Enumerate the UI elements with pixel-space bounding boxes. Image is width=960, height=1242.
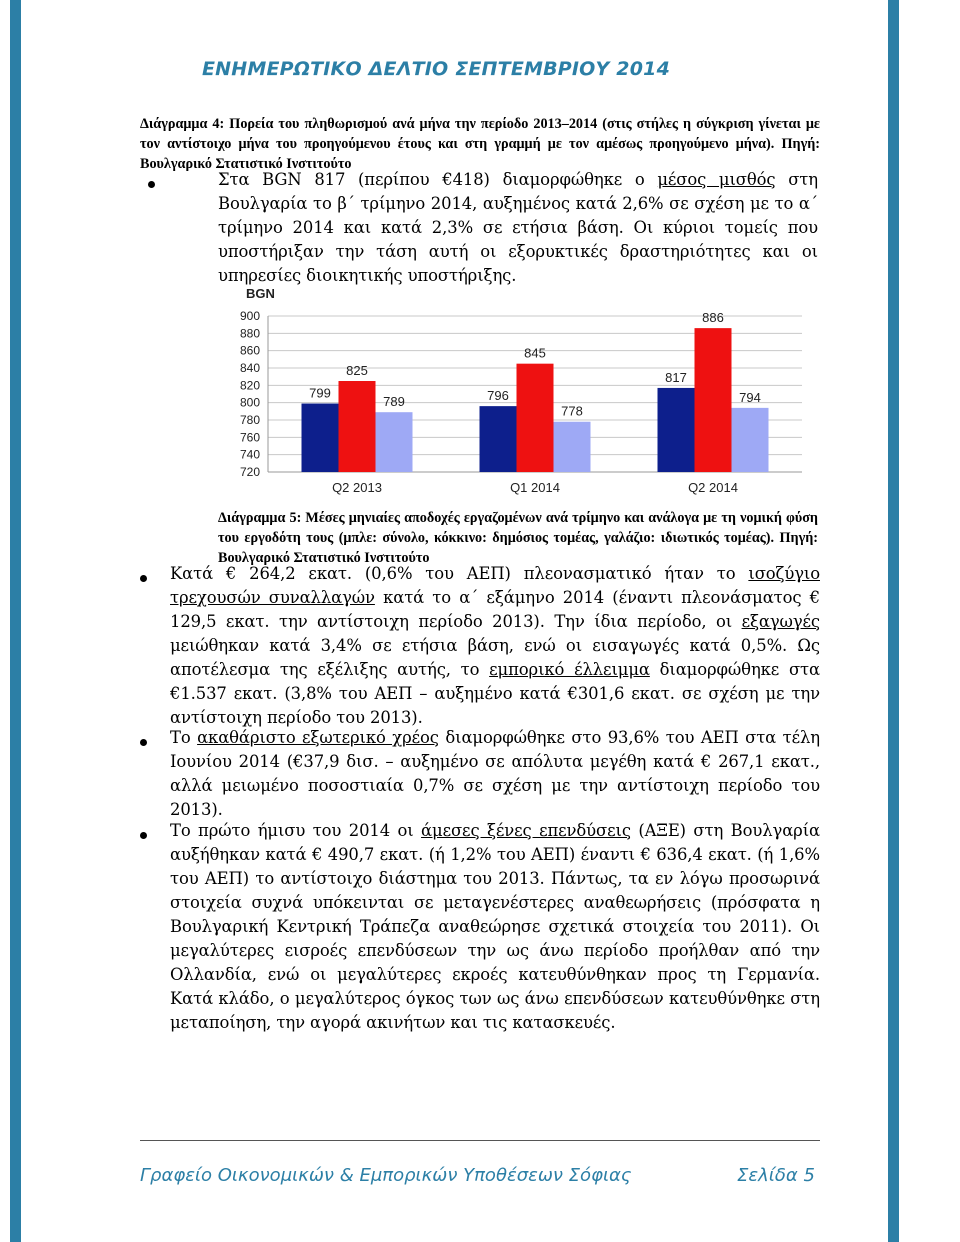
term-trade-deficit: εμπορικό έλλειμμα [489, 660, 650, 679]
text: Το [170, 728, 198, 747]
text: Το πρώτο ήμισυ του 2014 οι [170, 821, 422, 840]
text: κατά το α΄ εξάμηνο 2014 (έναντι πλεονάσματος € 129,5 εκατ. την αντίστοιχη περίοδο 2013). Την ίδια περίοδο, οι [170, 588, 820, 631]
text: στη Βουλγαρία το β΄ τρίμηνο 2014, αυξημένος κατά 2,6% σε σχέση με το α΄ τρίμηνο 2014 και κατά 2,3% σε ετήσια βάση. Οι κύριοι τομείς που υποστήριξαν την τάση αυτή οι εξορυκτικές δραστηριότητες και οι υπηρεσίες διοικητικής υποστήριξης. [218, 170, 818, 285]
term-current-account: ισοζύγιο τρεχουσών συναλλαγών [170, 564, 820, 607]
paragraph-current-account [170, 562, 820, 730]
y-tick-label: 780 [239, 413, 260, 427]
bar [480, 406, 517, 472]
bar-value-label: 789 [383, 394, 405, 410]
chart-unit-label: BGN [246, 286, 275, 301]
y-tick-label: 840 [239, 361, 260, 375]
text: Στα BGN 817 (περίπου €418) διαμορφώθηκε ο [218, 170, 658, 189]
paragraph-external-debt [170, 726, 820, 822]
bullet-1-dot [148, 181, 155, 188]
y-tick-label: 860 [239, 343, 260, 358]
footer-page-number: Σελίδα 5 [737, 1165, 815, 1186]
text: μειώθηκαν κατά 3,4% σε ετήσια βάση, ενώ οι εισαγωγές κατά 0,5%. Ως αποτέλεσμα της εξέλιξης αυτής, το [170, 636, 820, 679]
bar-value-label: 794 [739, 389, 761, 405]
y-tick-label: 900 [239, 309, 260, 323]
figure-5-caption: Διάγραμμα 5: Μέσες μηνιαίες αποδοχές εργαζομένων ανά τρίμηνο και ανάλογα με τη νομική φύση του εργοδότη τους (μπλε: σύνολο, κόκκινο: δημόσιος τομέας, γαλάζιο: ιδιωτικός τομέας). Πηγή: Βουλγαρικό Στατιστικό Ινστιτούτο [218, 510, 818, 566]
bullet-2-dot [140, 575, 147, 582]
bar-value-label: 799 [309, 385, 331, 401]
bar [554, 422, 591, 472]
bar [302, 404, 339, 472]
footer-office: Γραφείο Οικονομικών & Εμπορικών Υποθέσεων Σόφιας [140, 1165, 632, 1186]
y-tick-label: 800 [239, 395, 260, 410]
text: διαμορφώθηκε στα €1.537 εκατ. (3,8% του ΑΕΠ – αυξημένο κατά €301,6 εκατ. σε σχέση με την αντίστοιχη περίοδο του 2013). [170, 660, 820, 727]
bullet-3-dot [140, 739, 147, 746]
term-fdi: άμεσες ξένες επενδύσεις [421, 821, 631, 840]
bar-value-label: 886 [702, 310, 724, 326]
bar [517, 364, 554, 472]
bar [339, 381, 376, 472]
term-external-debt: ακαθάριστο εξωτερικό χρέος [197, 728, 439, 747]
x-category-label: Q2 2014 [688, 480, 738, 495]
y-tick-label: 880 [239, 326, 260, 341]
wages-bar-chart [222, 282, 822, 502]
bar-value-label: 845 [524, 345, 546, 361]
bar-value-label: 817 [665, 369, 687, 385]
y-tick-label: 740 [239, 447, 260, 462]
y-tick-label: 720 [239, 465, 260, 479]
bar-value-label: 778 [561, 403, 583, 419]
paragraph-fdi [170, 819, 820, 1035]
footer-divider [140, 1140, 820, 1141]
figure-4-caption: Διάγραμμα 4: Πορεία του πληθωρισμού ανά μήνα την περίοδο 2013–2014 (στις στήλες η σύγκριση γίνεται με τον αντίστοιχο μήνα του προηγούμενου έτους και στη γραμμή με τον αμέσως προηγούμενο μήνα). Πηγή: Βουλγαρικό Στατιστικό Ινστιτούτο [140, 116, 820, 172]
paragraph-average-wage [218, 168, 818, 288]
left-border-bar [10, 0, 21, 1242]
text: Κατά € 264,2 εκατ. (0,6% του ΑΕΠ) πλεονασματικό ήταν το [170, 564, 749, 583]
bar [376, 412, 413, 472]
term-exports: εξαγωγές [741, 612, 820, 631]
x-category-label: Q2 2013 [332, 480, 382, 495]
y-tick-label: 820 [239, 378, 260, 393]
bar [658, 388, 695, 472]
x-category-label: Q1 2014 [510, 480, 560, 495]
text: διαμορφώθηκε στο 93,6% του ΑΕΠ στα τέλη Ιουνίου 2014 (€37,9 δισ. – αυξημένο σε απόλυτα μεγέθη κατά € 267,1 εκατ., αλλά μειωμένο ποσοστιαία 0,7% σε σχέση με την αντίστοιχη περίοδο του 2013). [170, 728, 820, 819]
bullet-4-dot [140, 832, 147, 839]
text: (ΑΞΕ) στη Βουλγαρία αυξήθηκαν κατά € 490,7 εκατ. (ή 1,2% του ΑΕΠ) έναντι € 636,4 εκατ. (ή 1,6% του ΑΕΠ) το αντίστοιχο διάστημα του 2013. Πάντως, τα εν λόγω προσωρινά στοιχεία συχνά υπόκεινται σε μεταγενέστερες αναθεωρήσεις (πρόσφατα η Βουλγαρική Κεντρική Τράπεζα αναθεώρησε σχετικά στοιχεία του 2011). Οι μεγαλύτερες εισροές επενδύσεων την ως άνω περίοδο προήλθαν από την Ολλανδία, ενώ οι μεγαλύτερες εκροές κατευθύνθηκαν προς τη Γερμανία. Κατά κλάδο, ο μεγαλύτερος όγκος των ως άνω επενδύσεων κατευθύνθηκε στη μεταποίηση, την αγορά ακινήτων και τις κατασκευές. [170, 821, 821, 1032]
chart-svg [222, 282, 822, 502]
right-border-bar [888, 0, 899, 1242]
page-header-title: ΕΝΗΜΕΡΩΤΙΚΟ ΔΕΛΤΙΟ ΣΕΠΤΕΜΒΡΙΟΥ 2014 [201, 58, 670, 80]
bar-value-label: 796 [487, 388, 509, 404]
y-tick-label: 760 [239, 430, 260, 445]
bar [695, 328, 732, 472]
bar [732, 408, 769, 472]
bar-value-label: 825 [346, 363, 368, 378]
term-average-wage: μέσος μισθός [657, 170, 776, 189]
